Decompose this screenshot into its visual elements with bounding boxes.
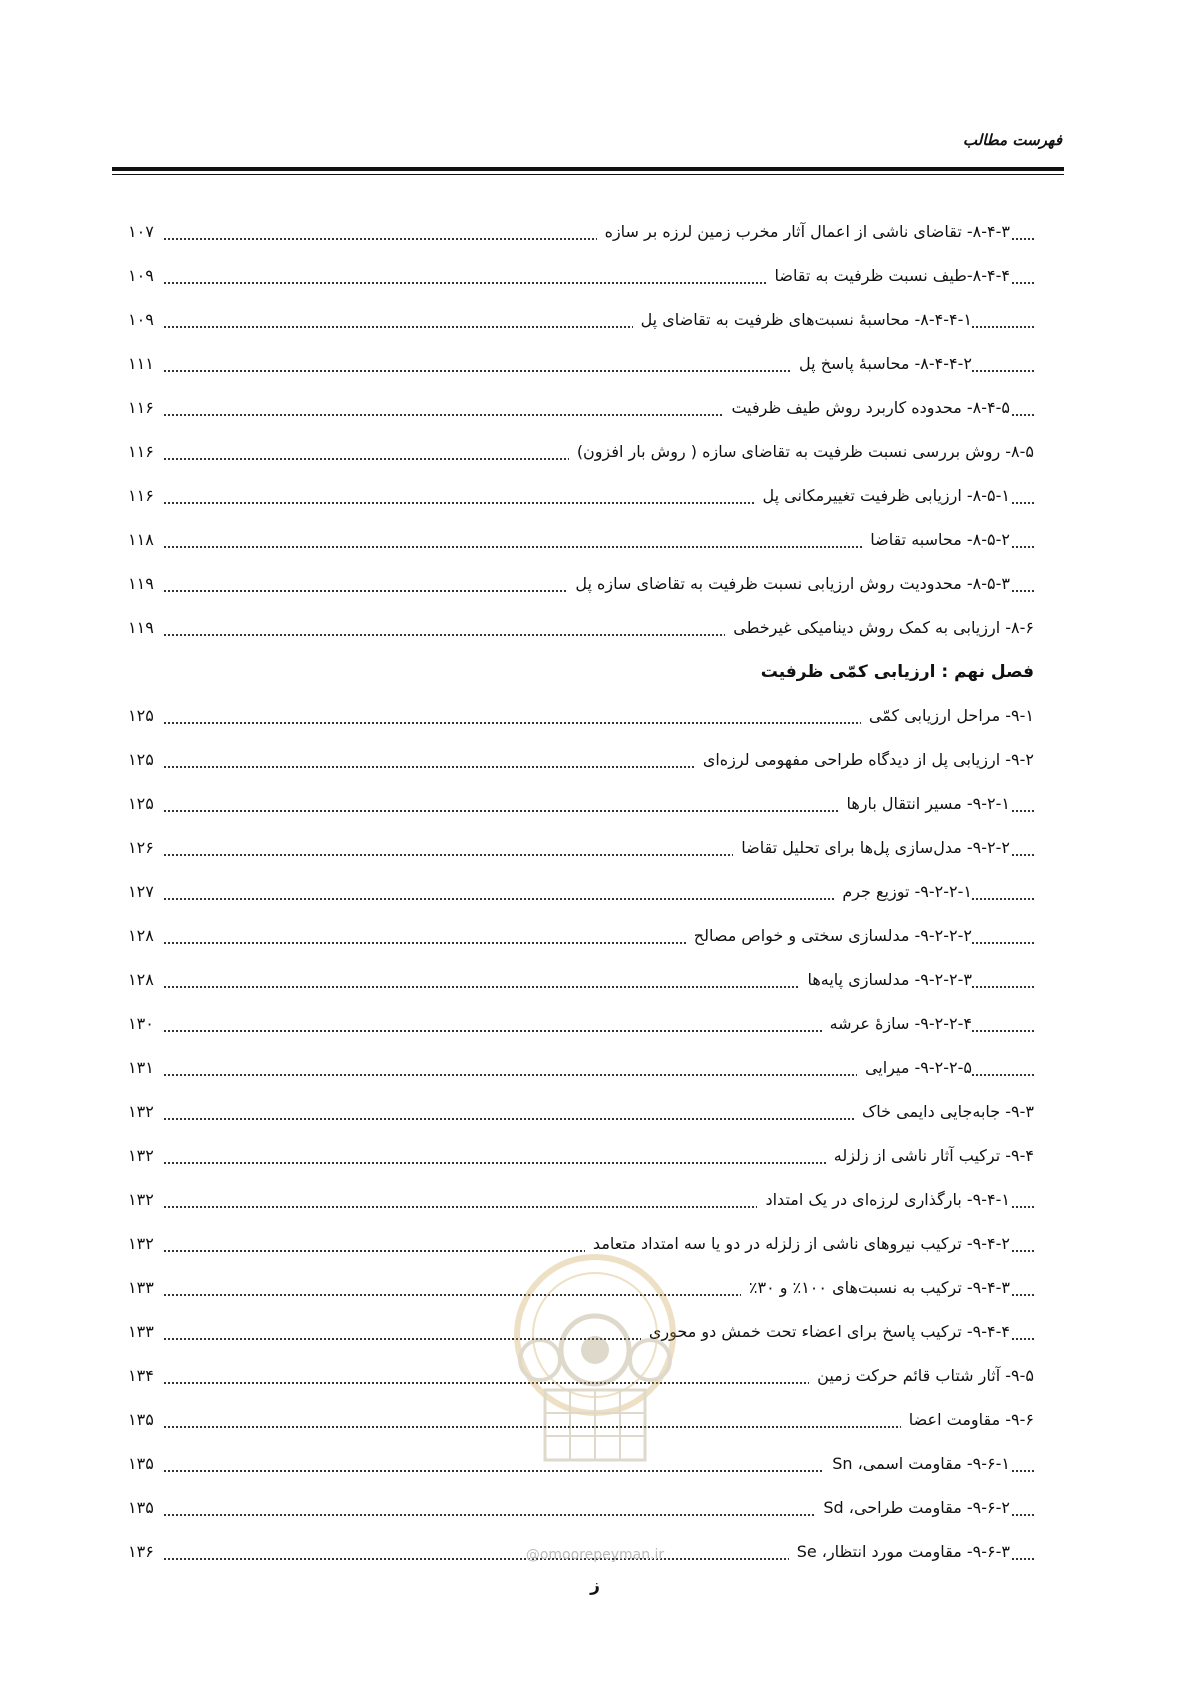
toc-entry-label: ۸-۵-۳- محدودیت روش ارزیابی نسبت ظرفیت به تقاضای سازه پل bbox=[567, 574, 1010, 593]
toc-entry-page-number: ۱۱۶ bbox=[128, 486, 158, 505]
toc-entry-page-number: ۱۲۸ bbox=[128, 926, 158, 945]
toc-section-chapter-9 bbox=[128, 692, 1034, 1572]
toc-entry-page-number: ۱۲۶ bbox=[128, 838, 158, 857]
toc-entry[interactable] bbox=[128, 736, 1034, 780]
chapter-heading-label: فصل نهم : ارزیابی کمّی ظرفیت bbox=[760, 662, 1034, 682]
toc-entry-page-number: ۱۲۵ bbox=[128, 794, 158, 813]
toc-entry-page-number: ۱۲۷ bbox=[128, 882, 158, 901]
toc-entry-label: ۸-۵-۲- محاسبه تقاضا bbox=[862, 530, 1010, 549]
toc-entry-label: ۹-۲-۲-۳- مدلسازی پایه‌ها bbox=[799, 970, 972, 989]
toc-entry-page-number: ۱۰۹ bbox=[128, 310, 158, 329]
toc-entry-page-number: ۱۲۸ bbox=[128, 970, 158, 989]
toc-entry[interactable] bbox=[128, 604, 1034, 648]
toc-entry[interactable] bbox=[128, 868, 1034, 912]
toc-entry-label: ۹-۴-۲- ترکیب نیروهای ناشی از زلزله در دو یا سه امتداد متعامد bbox=[585, 1234, 1010, 1253]
toc-entry-label: ۹-۶-۱- مقاومت اسمی، Sn bbox=[824, 1454, 1010, 1473]
toc-entry-label: ۸-۴-۴-۱- محاسبهٔ نسبت‌های ظرفیت به تقاضای پل bbox=[633, 310, 972, 329]
toc-entry-page-number: ۱۳۶ bbox=[128, 1542, 158, 1561]
toc-entry-label: ۹-۶- مقاومت اعضا bbox=[901, 1410, 1034, 1429]
toc-entry-label: ۹-۵- آثار شتاب قائم حرکت زمین bbox=[809, 1366, 1034, 1385]
chapter-heading bbox=[128, 648, 1034, 692]
toc-entry-label: ۸-۶- ارزیابی به کمک روش دینامیکی غیرخطی bbox=[725, 618, 1034, 637]
toc-entry-page-number: ۱۱۹ bbox=[128, 618, 158, 637]
toc-entry[interactable] bbox=[128, 1264, 1034, 1308]
toc-entry[interactable] bbox=[128, 1132, 1034, 1176]
toc-entry-page-number: ۱۳۰ bbox=[128, 1014, 158, 1033]
toc-entry[interactable] bbox=[128, 1484, 1034, 1528]
toc-entry-page-number: ۱۱۱ bbox=[128, 354, 158, 373]
toc-entry-page-number: ۱۳۵ bbox=[128, 1410, 158, 1429]
toc-entry-label: ۹-۴-۳- ترکیب به نسبت‌های ۱۰۰٪ و ۳۰٪ bbox=[741, 1278, 1010, 1297]
toc-entry-label: ۹-۲-۱- مسیر انتقال بارها bbox=[838, 794, 1010, 813]
toc-entry-page-number: ۱۱۶ bbox=[128, 398, 158, 417]
header-rule-thick bbox=[112, 167, 1064, 171]
toc-entry-label: ۸-۵-۱- ارزیابی ظرفیت تغییرمکانی پل bbox=[754, 486, 1010, 505]
toc-entry-page-number: ۱۲۵ bbox=[128, 706, 158, 725]
toc-entry-label: ۹-۲-۲-۵- میرایی bbox=[857, 1058, 972, 1077]
toc-entry[interactable] bbox=[128, 1176, 1034, 1220]
toc-entry-label: ۹-۴- ترکیب آثار ناشی از زلزله bbox=[826, 1146, 1034, 1165]
toc-entry-page-number: ۱۳۴ bbox=[128, 1366, 158, 1385]
toc-entry[interactable] bbox=[128, 1000, 1034, 1044]
toc-entry-label: ۸-۴-۴-طیف نسبت ظرفیت به تقاضا bbox=[767, 266, 1011, 285]
toc-entry[interactable] bbox=[128, 560, 1034, 604]
toc-entry[interactable] bbox=[128, 208, 1034, 252]
toc-entry-page-number: ۱۱۹ bbox=[128, 574, 158, 593]
toc-entry[interactable] bbox=[128, 692, 1034, 736]
toc-entry-label: ۹-۱- مراحل ارزیابی کمّی bbox=[861, 706, 1034, 725]
toc-entry[interactable] bbox=[128, 516, 1034, 560]
toc-entry[interactable] bbox=[128, 252, 1034, 296]
header-rule-thin bbox=[112, 174, 1064, 175]
toc-entry[interactable] bbox=[128, 1044, 1034, 1088]
toc-entry[interactable] bbox=[128, 956, 1034, 1000]
toc-entry[interactable] bbox=[128, 912, 1034, 956]
toc-entry[interactable] bbox=[128, 472, 1034, 516]
toc-entry-label: ۹-۲-۲-۲- مدلسازی سختی و خواص مصالح bbox=[686, 926, 972, 945]
toc-entry-label: ۹-۴-۱- بارگذاری لرزه‌ای در یک امتداد bbox=[757, 1190, 1010, 1209]
toc-entry-page-number: ۱۳۳ bbox=[128, 1322, 158, 1341]
toc-entry-label: ۸-۴-۵- محدوده کاربرد روش طیف ظرفیت bbox=[723, 398, 1010, 417]
toc-entry-label: ۹-۴-۴- ترکیب پاسخ برای اعضاء تحت خمش دو محوری bbox=[641, 1322, 1010, 1341]
toc-entry-page-number: ۱۲۵ bbox=[128, 750, 158, 769]
toc-entry-label: ۹-۳- جابه‌جایی دایمی خاک bbox=[854, 1102, 1034, 1121]
toc-entry-page-number: ۱۳۲ bbox=[128, 1190, 158, 1209]
toc-entry-label: ۹-۶-۲- مقاومت طراحی، Sd bbox=[815, 1498, 1010, 1517]
toc-entry[interactable] bbox=[128, 340, 1034, 384]
page-number-footer: ز bbox=[590, 1576, 600, 1596]
toc-entry-page-number: ۱۳۲ bbox=[128, 1102, 158, 1121]
toc-entry-label: ۹-۲-۲-۴- سازهٔ عرشه bbox=[822, 1014, 972, 1033]
toc-entry-label: ۸-۵- روش بررسی نسبت ظرفیت به تقاضای سازه ( روش بار افزون) bbox=[569, 442, 1034, 461]
toc-entry-page-number: ۱۰۹ bbox=[128, 266, 158, 285]
toc-entry-page-number: ۱۰۷ bbox=[128, 222, 158, 241]
toc-entry-page-number: ۱۳۱ bbox=[128, 1058, 158, 1077]
toc-entry[interactable] bbox=[128, 428, 1034, 472]
toc-entry-page-number: ۱۱۶ bbox=[128, 442, 158, 461]
toc-entry-page-number: ۱۳۵ bbox=[128, 1454, 158, 1473]
toc-entry[interactable] bbox=[128, 1440, 1034, 1484]
toc-entry[interactable] bbox=[128, 1220, 1034, 1264]
toc-entry[interactable] bbox=[128, 1308, 1034, 1352]
toc-entry-page-number: ۱۳۵ bbox=[128, 1498, 158, 1517]
toc-entry[interactable] bbox=[128, 824, 1034, 868]
toc-entry[interactable] bbox=[128, 1088, 1034, 1132]
toc-entry-label: ۸-۴-۴-۲- محاسبهٔ پاسخ پل bbox=[791, 354, 972, 373]
toc-entry-label: ۹-۲- ارزیابی پل از دیدگاه طراحی مفهومی لرزه‌ای bbox=[695, 750, 1034, 769]
toc-entry-page-number: ۱۳۳ bbox=[128, 1278, 158, 1297]
toc-entry-page-number: ۱۱۸ bbox=[128, 530, 158, 549]
toc-entry-label: ۹-۶-۳- مقاومت مورد انتظار، Se bbox=[789, 1542, 1010, 1561]
running-header-title: فهرست مطالب bbox=[962, 131, 1062, 149]
toc-entry-page-number: ۱۳۲ bbox=[128, 1234, 158, 1253]
toc-entry[interactable] bbox=[128, 1396, 1034, 1440]
toc-entry-page-number: ۱۳۲ bbox=[128, 1146, 158, 1165]
toc-entry-label: ۸-۴-۳- تقاضای ناشی از اعمال آثار مخرب زمین لرزه بر سازه bbox=[597, 222, 1010, 241]
toc-entry-label: ۹-۲-۲- مدل‌سازی پل‌ها برای تحلیل تقاضا bbox=[733, 838, 1010, 857]
toc-entry-label: ۹-۲-۲-۱- توزیع جرم bbox=[834, 882, 972, 901]
toc-section-chapter-8 bbox=[128, 208, 1034, 648]
toc-entry[interactable] bbox=[128, 780, 1034, 824]
watermark-url: @omoorepeyman.ir bbox=[525, 1547, 665, 1563]
toc-entry[interactable] bbox=[128, 1352, 1034, 1396]
table-of-contents bbox=[128, 208, 1034, 1572]
toc-entry[interactable] bbox=[128, 384, 1034, 428]
toc-entry[interactable] bbox=[128, 296, 1034, 340]
